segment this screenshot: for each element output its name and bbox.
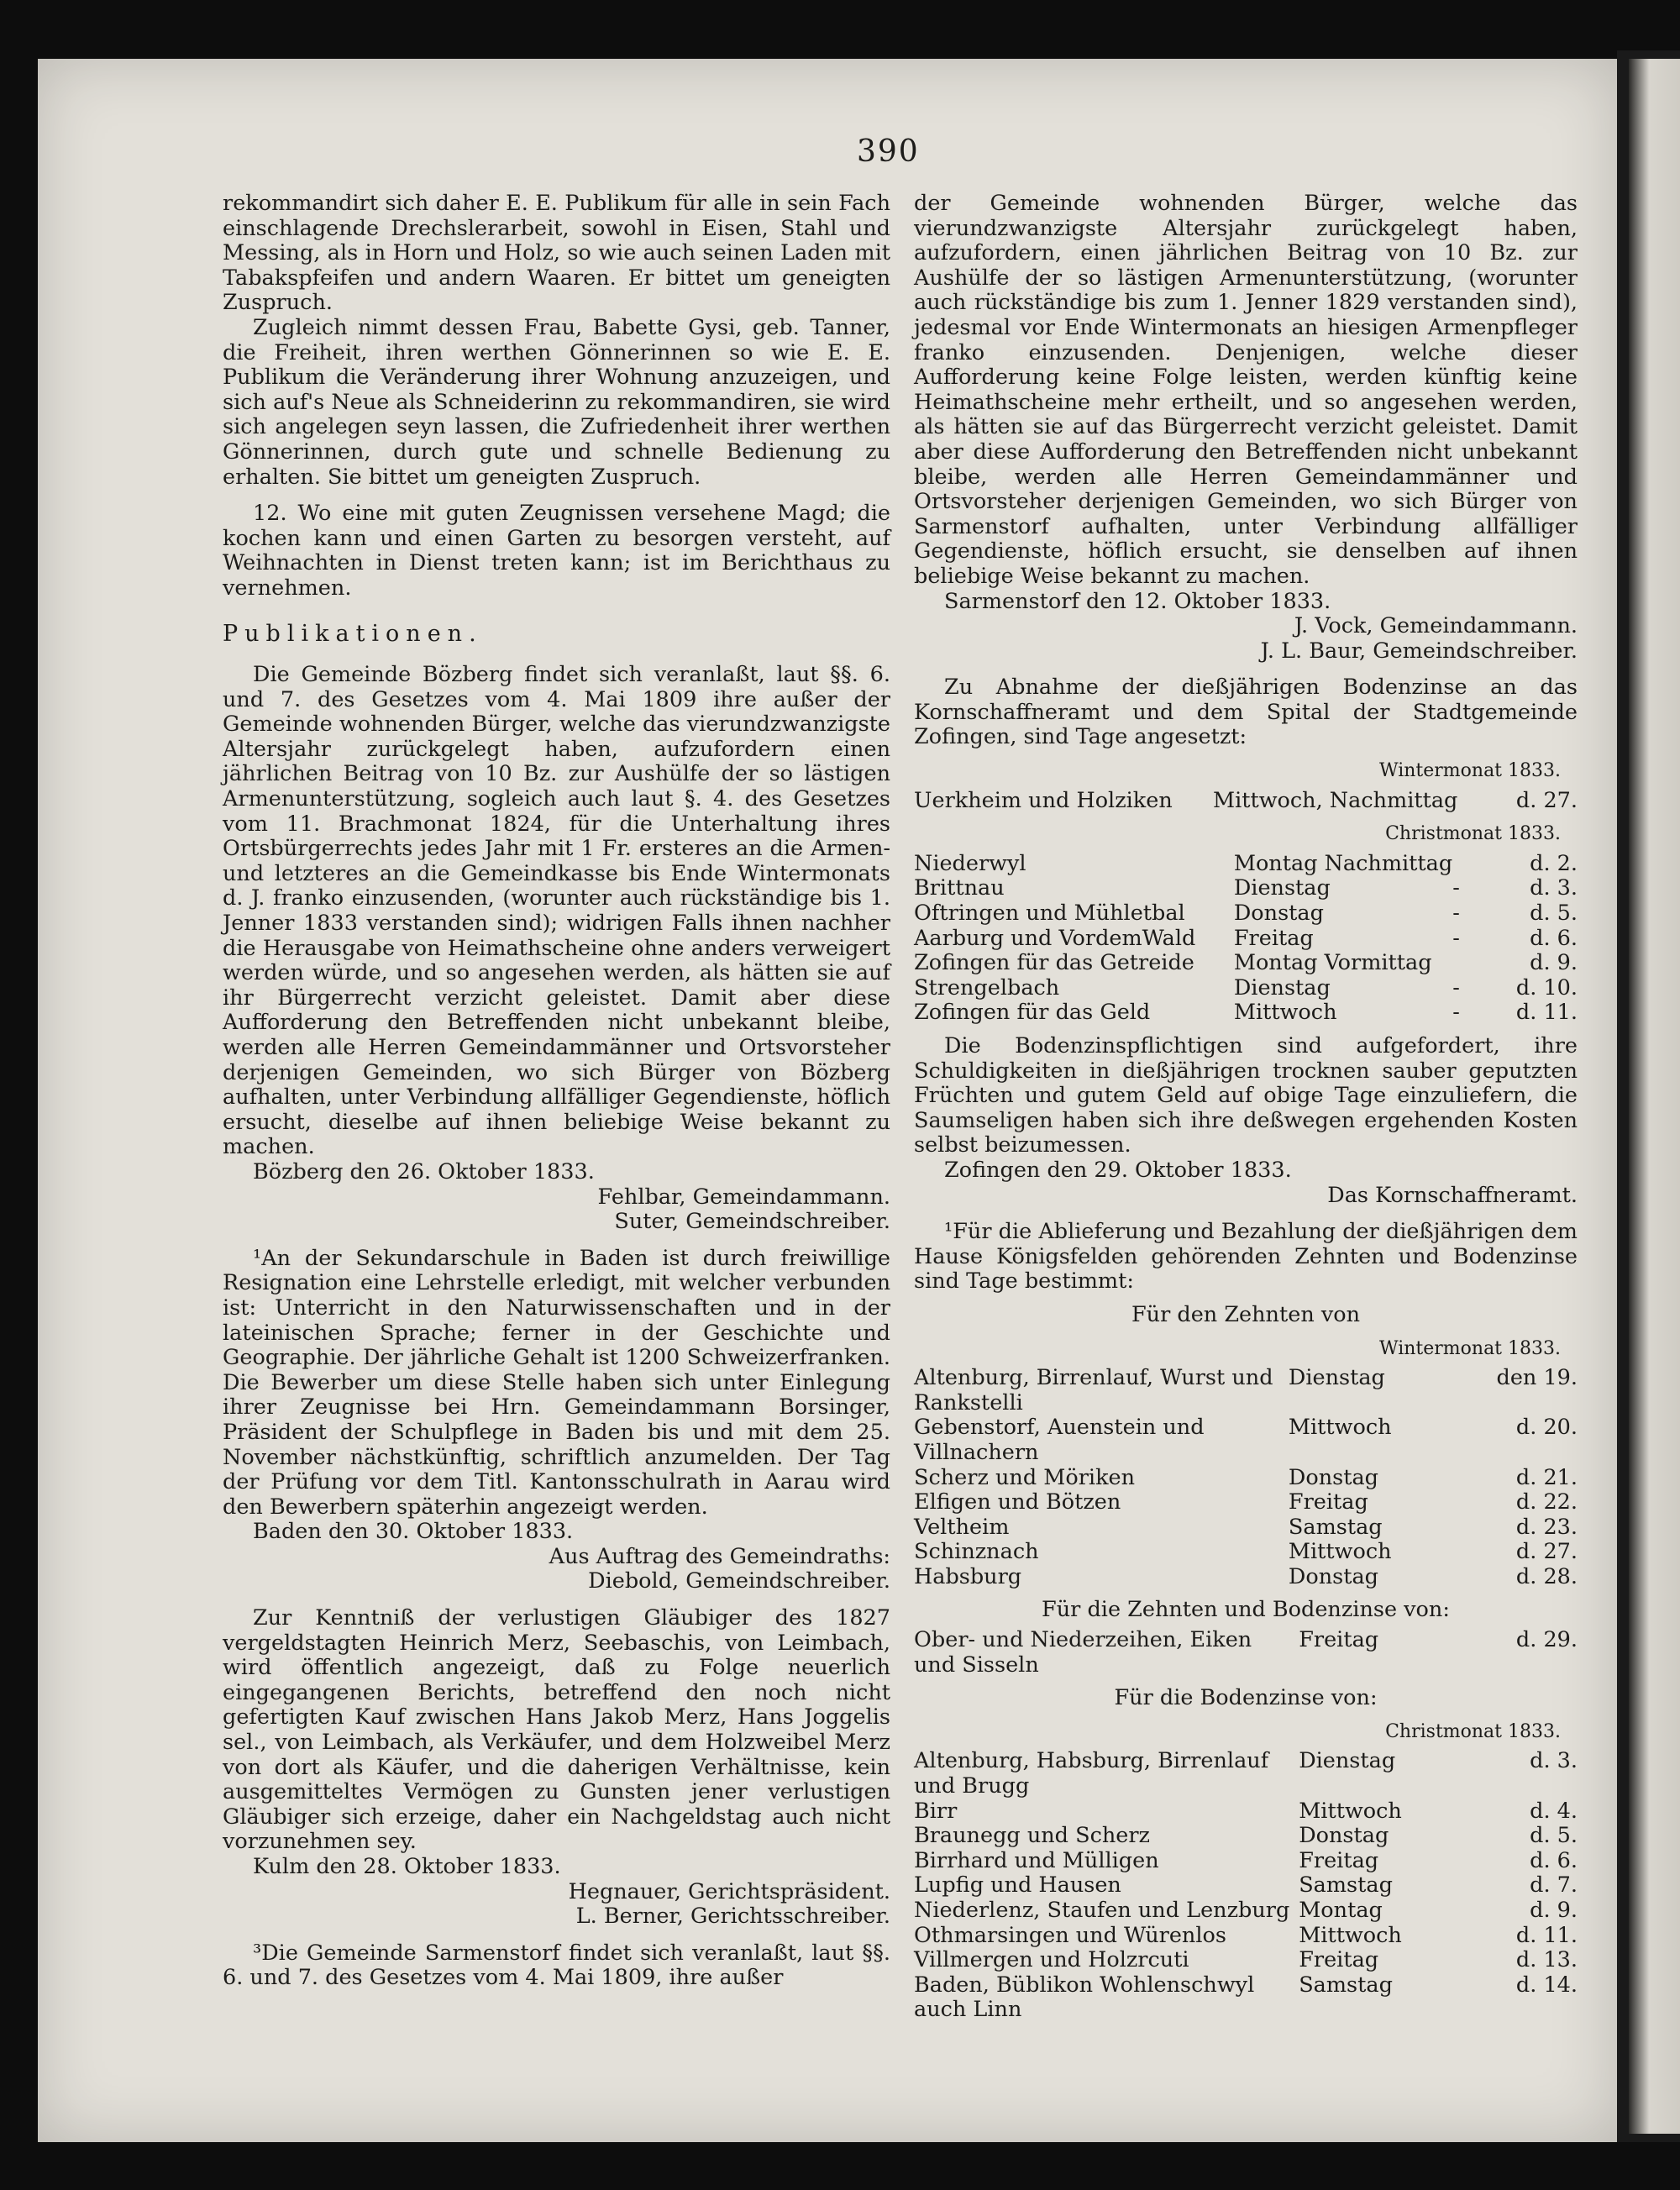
schedule-time bbox=[1431, 1948, 1511, 1973]
schedule-row bbox=[914, 1565, 1578, 1590]
schedule-time bbox=[1431, 1849, 1511, 1874]
schedule-table bbox=[914, 789, 1578, 814]
schedule-day: Mittwoch bbox=[1288, 1415, 1392, 1441]
schedule-date: d. 6. bbox=[1530, 925, 1578, 951]
schedule-time bbox=[1420, 1415, 1496, 1465]
schedule-row bbox=[914, 1899, 1578, 1924]
schedule-row bbox=[914, 901, 1578, 927]
notice-zofingen-date: Zofingen den 29. Oktober 1833. bbox=[944, 1157, 1292, 1183]
schedule-date: d. 28. bbox=[1515, 1563, 1578, 1589]
schedule-place: Altenburg, Birrenlauf, Wurst und Rankstelli bbox=[914, 1365, 1273, 1415]
schedule-day: Montag bbox=[1299, 1898, 1383, 1923]
schedule-day: Donstag bbox=[1299, 1823, 1389, 1849]
notice-baden-date: Baden den 30. Oktober 1833. bbox=[253, 1519, 574, 1545]
schedule-date: d. 27. bbox=[1515, 787, 1578, 813]
section-heading: Publikationen. bbox=[223, 620, 483, 647]
notice-sarmenstorf-text: der Gemeinde wohnenden Bürger, welche das vierundzwanzigste Altersjahr zurückgelegt haben, aufzufordern, einen jährlichen Beitrag von 10 Bz. zur Aushülfe der so lästigen Armenunterstützung, (worunter auch rückständige bis zum 1. Jenner 1829 verstanden sind), jedesmal vor Ende Wintermonats an hiesigen Armenpfleger franko einzusenden. Denjenigen, welche dieser Aufforderung keine Folge leisten, werden künftig keine Heimathscheine mehr ertheilt, und so angesehen werden, als hätten sie auf das Bürgerrecht verzicht geleistet. Damit aber diese Aufforderung den Betreffenden nicht unbekannt bleibe, werden alle Herren Gemeindammänner und Ortsvorsteher derjenigen Gemeinden, wo sich Bürger von Sarmenstorf aufhalten, unter Verbindung allfälliger Gegendienste, höflich ersucht, sie denselben auf ihnen beliebige Weise bekannt zu machen. bbox=[914, 191, 1578, 589]
schedule-time bbox=[1431, 1924, 1511, 1949]
schedule-row bbox=[914, 789, 1578, 814]
schedule-table bbox=[914, 1628, 1578, 1678]
schedule-place: Oftringen und Mühletbal bbox=[914, 901, 1185, 927]
notice-sarmenstorf-text-start: ³Die Gemeinde Sarmenstorf findet sich veranlaßt, laut §§. 6. und 7. des Gesetzes vom 4. Mai 1809, ihre außer bbox=[223, 1940, 890, 1991]
schedule-row bbox=[914, 1849, 1578, 1874]
schedule-day: Samstag bbox=[1288, 1514, 1383, 1540]
schedule-date: d. 3. bbox=[1530, 875, 1578, 901]
notice-sarmenstorf-signature-1: J. Vock, Gemeindammann. bbox=[1294, 613, 1578, 639]
schedule-place: Strengelbach bbox=[914, 974, 1060, 1000]
schedule-date: d. 11. bbox=[1515, 1000, 1578, 1026]
right-column bbox=[914, 192, 1578, 2023]
schedule-place: Zofingen für das Geld bbox=[914, 1000, 1151, 1026]
schedule-row bbox=[914, 1824, 1578, 1849]
notice-boezberg-signature-2: Suter, Gemeindschreiber. bbox=[614, 1209, 890, 1235]
schedule-row bbox=[914, 951, 1578, 976]
schedule-date: d. 5. bbox=[1530, 1823, 1578, 1849]
schedule-day: Freitag bbox=[1288, 1489, 1368, 1515]
schedule-row bbox=[914, 1799, 1578, 1825]
notice-zofingen-text: Zu Abnahme der dießjährigen Bodenzinse an das Kornschaffneramt und dem Spital der Stadtgemeinde Zofingen, sind Tage angesetzt: bbox=[914, 675, 1578, 750]
schedule-time bbox=[1420, 1366, 1496, 1415]
schedule-place: Niederwyl bbox=[914, 850, 1026, 876]
schedule-day: Samstag bbox=[1299, 1972, 1393, 1998]
schedule-date: d. 13. bbox=[1515, 1947, 1578, 1973]
schedule-row bbox=[914, 852, 1578, 877]
schedule-table bbox=[914, 1366, 1578, 1589]
schedule-table bbox=[914, 852, 1578, 1026]
ad-schneiderin-text: Zugleich nimmt dessen Frau, Babette Gysi, geb. Tanner, die Freiheit, ihren werthen Gönnerinnen so wie E. E. Publikum die Veränderung ihrer Wohnung anzuzeigen, und sich auf's Neue als Schneiderinn zu rekommandiren, sie wird sich angelegen seyn lassen, die Zufriedenheit ihrer werthen Gönnerinnen, durch gute und schnelle Bedienung zu erhalten. Sie bittet um geneigten Zuspruch. bbox=[223, 314, 890, 490]
schedule-subheading: Für den Zehnten von bbox=[1131, 1301, 1361, 1327]
schedule-day: Montag Nachmittag bbox=[1233, 850, 1453, 876]
schedule-place: Birrhard und Mülligen bbox=[914, 1847, 1159, 1873]
schedule-time bbox=[1431, 1873, 1511, 1899]
schedule-day: Freitag bbox=[1299, 1847, 1379, 1873]
schedule-date: d. 14. bbox=[1515, 1972, 1578, 1998]
schedule-row bbox=[914, 1366, 1578, 1415]
schedule-day: Montag Vormittag bbox=[1233, 950, 1432, 976]
schedule-row bbox=[914, 1000, 1578, 1026]
schedule-day: Freitag bbox=[1299, 1627, 1379, 1653]
schedule-day: Mittwoch bbox=[1299, 1922, 1402, 1948]
schedule-day: Dienstag bbox=[1288, 1365, 1385, 1391]
schedule-row bbox=[914, 1540, 1578, 1565]
schedule-time bbox=[1431, 1824, 1511, 1849]
schedule-place: Altenburg, Habsburg, Birrenlauf und Brugg bbox=[914, 1748, 1269, 1799]
schedule-day: Donstag bbox=[1233, 901, 1324, 927]
notice-boezberg-text: Die Gemeinde Bözberg findet sich veranlaßt, laut §§. 6. und 7. des Gesetzes vom 4. Mai 1809 ihre außer der Gemeinde wohnenden Bürger, welche das vierundzwanzigste Altersjahr zurückgelegt haben, aufzufordern einen jährlichen Beitrag von 10 Bz. zur Aushülfe der so lästigen Armenunterstützung, sogleich auch laut §. 4. des Gesetzes vom 11. Brachmonat 1824, für die Unterhaltung ihres Ortsbürgerrechts jedes Jahr mit 1 Fr. ersteres an die Armen- und letzteres an die Gemeindkasse bis Ende Wintermonats d. J. franko einzusenden, (worunter auch rückständige bis 1. Jenner 1833 verstanden sind); widrigen Falls ihnen nachher die Herausgabe von Heimathscheine ohne anders verweigert werden würde, und so angesehen werden, als hätten sie auf ihr Bürgerrecht verzicht geleistet. Damit aber diese Aufforderung den Betreffenden nicht unbekannt bleibe, werden alle Herren Gemeindammänner und Ortsvorsteher derjenigen Gemeinden, wo sich Bürger von Bözberg aufhalten, unter Verbindung allfälliger Gegendienste, höflich ersucht, dieselbe auf ihnen beliebige Weise bekannt zu machen. bbox=[223, 662, 890, 1160]
notice-boezberg-signature-1: Fehlbar, Gemeindammann. bbox=[597, 1184, 890, 1210]
schedule-place: Schinznach bbox=[914, 1539, 1039, 1565]
schedule-date: d. 27. bbox=[1515, 1539, 1578, 1565]
schedule-row bbox=[914, 1873, 1578, 1899]
schedule-date: den 19. bbox=[1496, 1365, 1578, 1391]
page-number: 390 bbox=[857, 134, 920, 169]
schedule-row bbox=[914, 1466, 1578, 1491]
schedule-row bbox=[914, 1415, 1578, 1465]
schedule-place: Villmergen und Holzrcuti bbox=[914, 1947, 1189, 1973]
notice-zofingen-signature: Das Kornschaffneramt. bbox=[1327, 1182, 1578, 1208]
schedule-date: d. 20. bbox=[1515, 1415, 1578, 1441]
notice-sarmenstorf-signature-2: J. L. Baur, Gemeindschreiber. bbox=[1260, 638, 1578, 664]
schedule-date: d. 29. bbox=[1515, 1627, 1578, 1653]
schedule-day: Donstag bbox=[1288, 1563, 1378, 1589]
notice-kulm-signature-2: L. Berner, Gerichtsschreiber. bbox=[575, 1904, 890, 1930]
schedule-time: - bbox=[1452, 925, 1460, 951]
schedule-date: d. 4. bbox=[1530, 1798, 1578, 1824]
schedule-place: Aarburg und VordemWald bbox=[914, 925, 1196, 951]
notice-koenigsfelden-text: ¹Für die Ablieferung und Bezahlung der dießjährigen dem Hause Königsfelden gehörenden Zehnten und Bodenzinse sind Tage bestimmt: bbox=[914, 1219, 1578, 1295]
schedule-place: Uerkheim und Holziken bbox=[914, 787, 1173, 813]
month-label: Wintermonat 1833. bbox=[1378, 1337, 1561, 1359]
schedule-place: Birr bbox=[914, 1798, 958, 1824]
schedule-day: Dienstag bbox=[1299, 1748, 1396, 1774]
schedule-time bbox=[1452, 852, 1512, 877]
schedule-date: d. 9. bbox=[1530, 950, 1578, 976]
schedule-day: Mittwoch bbox=[1288, 1539, 1392, 1565]
month-label: Christmonat 1833. bbox=[1385, 1720, 1561, 1742]
schedule-place: Habsburg bbox=[914, 1563, 1022, 1589]
schedule-date: d. 2. bbox=[1530, 850, 1578, 876]
notice-zofingen-conditions: Die Bodenzinspflichtigen sind aufgefordert, ihre Schuldigkeiten in dießjährigen trocknen sauber geputzten Früchten und gutem Geld auf obige Tage einzuliefern, die Saumseligen haben sich ihre deßwegen ergehenden Kosten selbst beizumessen. bbox=[914, 1033, 1578, 1158]
schedule-date: d. 5. bbox=[1530, 901, 1578, 927]
schedule-time bbox=[1420, 1515, 1496, 1541]
schedule-time bbox=[1420, 1466, 1496, 1491]
schedule-row bbox=[914, 876, 1578, 901]
schedule-subheading: Für die Zehnten und Bodenzinse von: bbox=[1042, 1597, 1450, 1623]
schedule-place: Scherz und Möriken bbox=[914, 1464, 1136, 1490]
notice-boezberg-date: Bözberg den 26. Oktober 1833. bbox=[253, 1158, 595, 1184]
schedule-day: Dienstag bbox=[1233, 875, 1331, 901]
month-label: Christmonat 1833. bbox=[1385, 823, 1561, 845]
schedule-place: Lupfig und Hausen bbox=[914, 1872, 1121, 1899]
schedule-row bbox=[914, 1948, 1578, 1973]
schedule-date: d. 23. bbox=[1515, 1514, 1578, 1540]
schedule-place: Veltheim bbox=[914, 1514, 1010, 1540]
schedule-row bbox=[914, 1973, 1578, 2023]
notice-kulm-date: Kulm den 28. Oktober 1833. bbox=[253, 1854, 561, 1879]
schedule-day: Dienstag bbox=[1233, 974, 1331, 1000]
schedule-time bbox=[1457, 789, 1512, 814]
schedule-place: Gebenstorf, Auenstein und Villnachern bbox=[914, 1415, 1205, 1465]
schedule-time bbox=[1452, 951, 1512, 976]
ad-magd-text: 12. Wo eine mit guten Zeugnissen versehene Magd; die kochen kann und einen Garten zu besorgen versteht, auf Weihnachten in Dienst treten kann; ist im Berichthaus zu vernehmen. bbox=[223, 501, 890, 601]
schedule-time bbox=[1431, 1899, 1511, 1924]
schedule-place: Elfigen und Bötzen bbox=[914, 1489, 1121, 1515]
notice-kulm-text: Zur Kenntniß der verlustigen Gläubiger des 1827 vergeldstagten Heinrich Merz, Seebaschis, von Leimbach, wird öffentlich angezeigt, daß zu Folge neuerlich eingegangenen Berichts, betreffend den noch nicht gefertigten Kauf zwischen Hans Jakob Merz, Hans Joggelis sel., von Leimbach, als Verkäufer, und dem Holzweibel Merz von dort als Käufer, und die daherigen Verhältnisse, kein ausgemitteltes Vermögen zu Gunsten jener verlustigen Gläubiger sich erzeige, daher ein Nachgeldstag auch nicht vorzunehmen sey. bbox=[223, 1605, 890, 1855]
notice-sarmenstorf-date: Sarmenstorf den 12. Oktober 1833. bbox=[944, 588, 1331, 614]
schedule-day: Samstag bbox=[1299, 1872, 1393, 1899]
schedule-row bbox=[914, 976, 1578, 1001]
schedule-row bbox=[914, 927, 1578, 952]
schedule-day: Donstag bbox=[1288, 1464, 1378, 1490]
month-label: Wintermonat 1833. bbox=[1378, 760, 1561, 782]
schedule-row bbox=[914, 1628, 1578, 1678]
schedule-date: d. 10. bbox=[1515, 974, 1578, 1000]
notice-baden-signature-2: Diebold, Gemeindschreiber. bbox=[588, 1568, 890, 1594]
schedule-date: d. 6. bbox=[1530, 1847, 1578, 1873]
schedule-row bbox=[914, 1515, 1578, 1541]
schedule-table bbox=[914, 1749, 1578, 2023]
schedule-time: - bbox=[1452, 1000, 1460, 1026]
schedule-date: d. 9. bbox=[1530, 1898, 1578, 1923]
schedule-time: - bbox=[1452, 901, 1460, 927]
schedule-time bbox=[1431, 1749, 1511, 1799]
schedule-place: Brittnau bbox=[914, 875, 1005, 901]
left-column bbox=[223, 192, 890, 1991]
schedule-place: Niederlenz, Staufen und Lenzburg bbox=[914, 1898, 1290, 1923]
schedule-place: Zofingen für das Getreide bbox=[914, 950, 1194, 976]
schedule-time bbox=[1431, 1799, 1511, 1825]
schedule-day: Mittwoch, Nachmittag bbox=[1212, 787, 1458, 813]
schedule-day: Freitag bbox=[1299, 1947, 1379, 1973]
schedule-time bbox=[1431, 1628, 1511, 1678]
ad-drechsler-text: rekommandirt sich daher E. E. Publikum für alle in sein Fach einschlagende Drechslerarbeit, sowohl in Eisen, Stahl und Messing, als in Horn und Holz, so wie auch seinen Laden mit Tabakspfeifen und andern Waaren. Er bittet um geneigten Zuspruch. bbox=[223, 191, 890, 316]
schedule-time: - bbox=[1452, 875, 1460, 901]
schedule-place: Braunegg und Scherz bbox=[914, 1823, 1150, 1849]
notice-baden-signature-1: Aus Auftrag des Gemeindraths: bbox=[549, 1543, 890, 1569]
schedule-date: d. 21. bbox=[1515, 1464, 1578, 1490]
schedule-row bbox=[914, 1924, 1578, 1949]
schedule-row bbox=[914, 1749, 1578, 1799]
schedule-date: d. 3. bbox=[1530, 1748, 1578, 1774]
schedule-time bbox=[1420, 1540, 1496, 1565]
schedule-day: Mittwoch bbox=[1299, 1798, 1402, 1824]
schedule-time: - bbox=[1452, 974, 1460, 1000]
book-spine bbox=[1617, 50, 1680, 2142]
notice-baden-text: ¹An der Sekundarschule in Baden ist durch freiwillige Resignation eine Lehrstelle erledigt, mit welcher verbunden ist: Unterricht in den Naturwissenschaften und in der lateinischen Sprache; ferner in der Geschichte und Geographie. Der jährliche Gehalt ist 1200 Schweizerfranken. Die Bewerber um diese Stelle haben sich unter Einlegung ihrer Zeugnisse bei Hrn. Gemeindammann Borsinger, Präsident der Schulpflege in Baden bis und mit dem 25. November nächstkünftig, schriftlich anzumelden. Der Tag der Prüfung vor dem Titl. Kantonsschulrath in Aarau wird den Bewerbern späterhin angezeigt werden. bbox=[223, 1245, 890, 1520]
next-page-edge bbox=[1629, 59, 1680, 2134]
schedule-subheading: Für die Bodenzinse von: bbox=[1114, 1685, 1378, 1711]
notice-kulm-signature-1: Hegnauer, Gerichtspräsident. bbox=[568, 1878, 890, 1904]
schedule-time bbox=[1431, 1973, 1511, 2023]
schedule-time bbox=[1420, 1490, 1496, 1515]
schedule-time bbox=[1420, 1565, 1496, 1590]
schedule-place: Othmarsingen und Würenlos bbox=[914, 1922, 1226, 1948]
schedule-date: d. 11. bbox=[1515, 1922, 1578, 1948]
schedule-day: Freitag bbox=[1233, 925, 1314, 951]
schedule-day: Mittwoch bbox=[1233, 1000, 1337, 1026]
schedule-row bbox=[914, 1490, 1578, 1515]
schedule-place: Baden, Büblikon Wohlenschwyl auch Linn bbox=[914, 1972, 1255, 2023]
schedule-date: d. 22. bbox=[1515, 1489, 1578, 1515]
schedule-place: Ober- und Niederzeihen, Eiken und Sisseln bbox=[914, 1627, 1252, 1678]
schedule-date: d. 7. bbox=[1530, 1872, 1578, 1899]
